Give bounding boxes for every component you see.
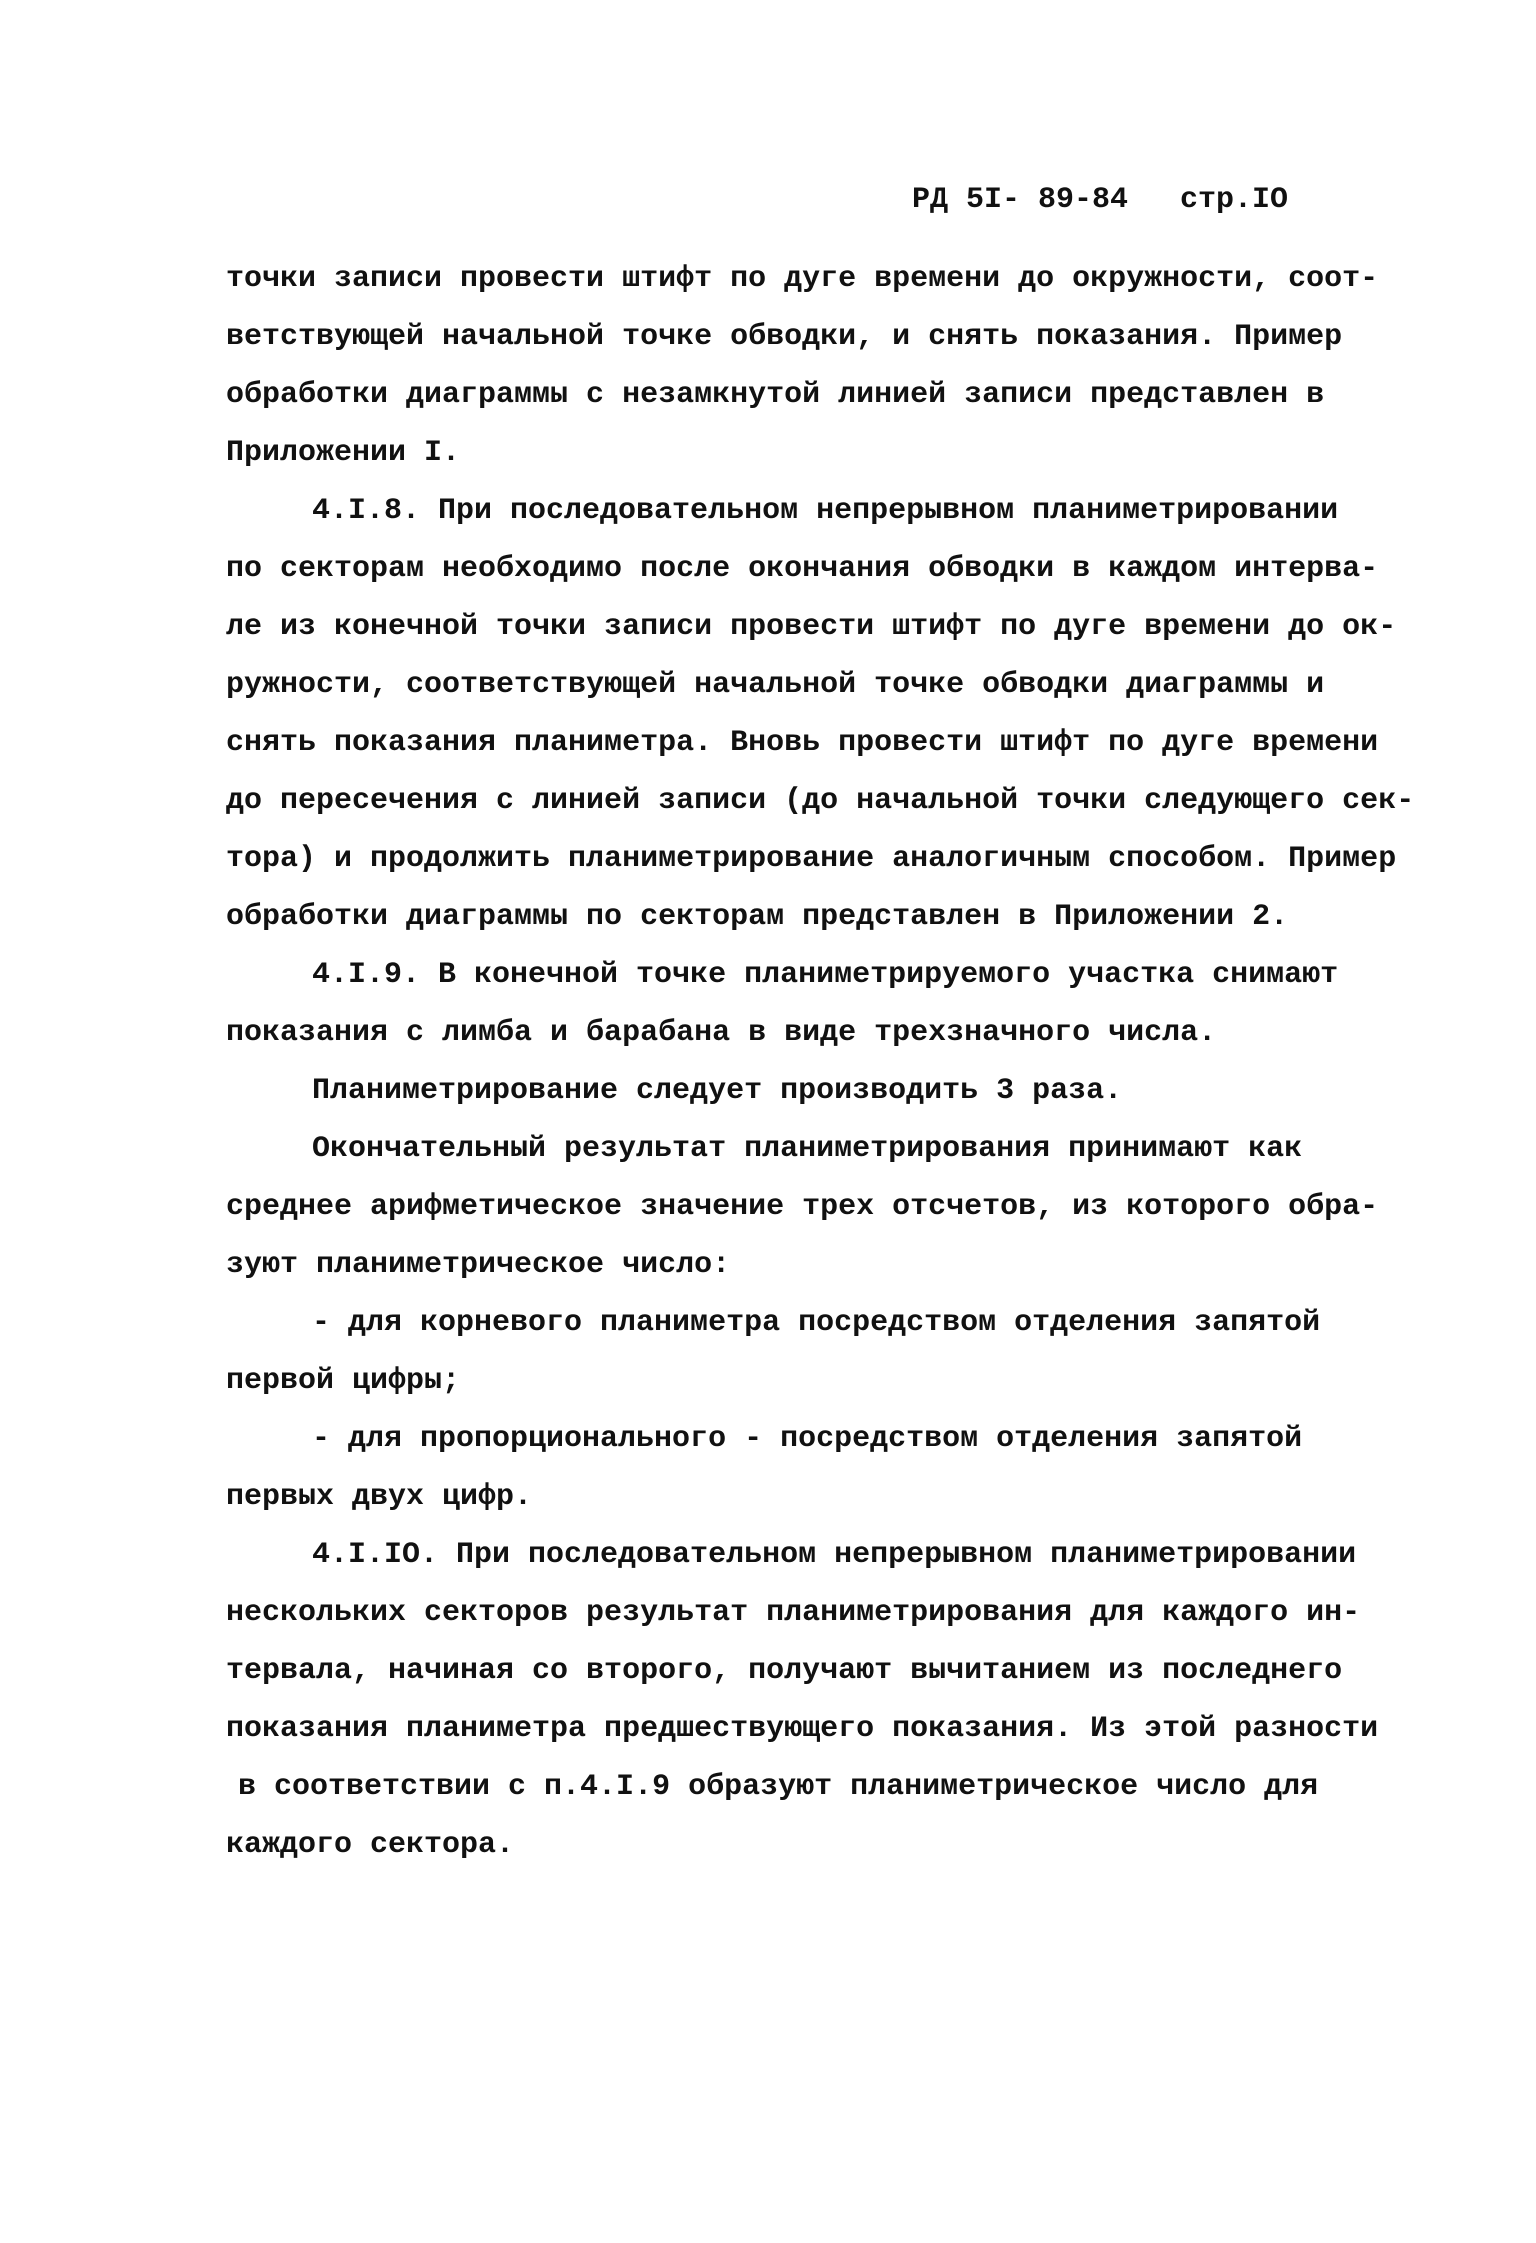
body-text [226, 250, 1415, 1874]
paragraph-4-1-8-start: 4.I.8. При последовательном непрерывном планиметрировании [312, 494, 1339, 528]
text-line: обработки диаграммы с незамкнутой линией записи представлен в [226, 378, 1325, 412]
text-line: обработки диаграммы по секторам представлен в Приложении 2. [226, 900, 1289, 934]
text-line: Приложении I. [226, 436, 461, 470]
text-line: зуют планиметрическое число: [226, 1248, 731, 1282]
paragraph-start: Планиметрирование следует производить 3 раза. [312, 1074, 1123, 1108]
text-line: в соответствии с п.4.I.9 образуют планиметрическое число для [238, 1770, 1319, 1804]
text-line: снять показания планиметра. Вновь провести штифт по дуге времени [226, 726, 1379, 760]
list-item-start: - для корневого планиметра посредством отделения запятой [312, 1306, 1321, 1340]
text-line: до пересечения с линией записи (до начальной точки следующего сек- [226, 784, 1415, 818]
page-number: стр.IO [1180, 183, 1289, 217]
document-code: РД 5I- 89-84 [912, 183, 1129, 217]
text-line: показания с лимба и барабана в виде трехзначного числа. [226, 1016, 1217, 1050]
page-header [912, 183, 1288, 217]
text-line: нескольких секторов результат планиметрирования для каждого ин- [226, 1596, 1361, 1630]
text-line: ружности, соответствующей начальной точке обводки диаграммы и [226, 668, 1325, 702]
paragraph-4-1-9-start: 4.I.9. В конечной точке планиметрируемого участка снимают [312, 958, 1339, 992]
text-line: первых двух цифр. [226, 1480, 533, 1514]
text-line: тервала, начиная со второго, получают вычитанием из последнего [226, 1654, 1343, 1688]
text-line: тора) и продолжить планиметрирование аналогичным способом. Пример [226, 842, 1397, 876]
paragraph-4-1-10-start: 4.I.IO. При последовательном непрерывном планиметрировании [312, 1538, 1357, 1572]
paragraph-start: Окончательный результат планиметрирования принимают как [312, 1132, 1303, 1166]
text-line: каждого сектора. [226, 1828, 515, 1862]
text-line: показания планиметра предшествующего показания. Из этой разности [226, 1712, 1379, 1746]
text-line: точки записи провести штифт по дуге времени до окружности, соот- [226, 262, 1379, 296]
text-line: среднее арифметическое значение трех отсчетов, из которого обра- [226, 1190, 1379, 1224]
text-line: первой цифры; [226, 1364, 461, 1398]
text-line: ветствующей начальной точке обводки, и снять показания. Пример [226, 320, 1343, 354]
list-item-start: - для пропорционального - посредством отделения запятой [312, 1422, 1303, 1456]
text-line: по секторам необходимо после окончания обводки в каждом интерва- [226, 552, 1379, 586]
text-line: ле из конечной точки записи провести штифт по дуге времени до ок- [226, 610, 1397, 644]
